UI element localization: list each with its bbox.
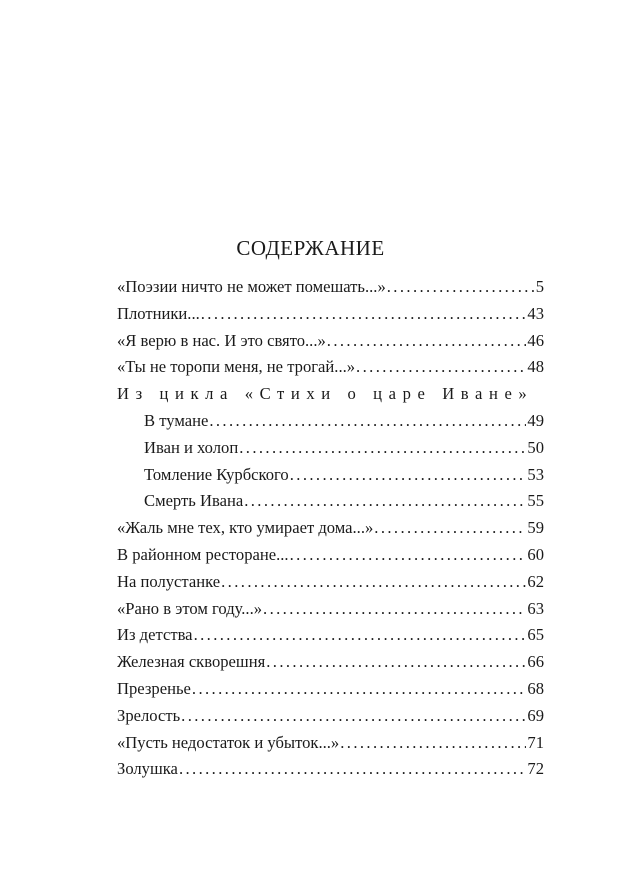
toc-entry-page: 5 <box>535 277 544 296</box>
toc-leader-dots <box>201 304 527 324</box>
toc-leader-dots <box>244 491 526 511</box>
toc-entry-title: «Ты не торопи меня, не трогай...» <box>117 357 356 377</box>
toc-entry-page: 50 <box>527 437 544 457</box>
toc-entry-title: Смерть Ивана <box>144 491 244 511</box>
toc-entry-page: 48 <box>527 357 544 377</box>
toc-leader-dots <box>209 411 526 431</box>
toc-entry[interactable] <box>117 518 544 545</box>
toc-leader-dots <box>181 706 526 726</box>
toc-entry[interactable] <box>117 491 544 518</box>
toc-entry-title: Железная скворешня <box>117 652 266 672</box>
toc-entry-title: «Рано в этом году...» <box>117 598 263 618</box>
toc-leader-dots <box>340 733 526 753</box>
toc-section-heading <box>117 384 544 411</box>
toc-entry-title: Из детства <box>117 625 193 645</box>
toc-entry-page: 60 <box>527 544 544 564</box>
toc-leader-dots <box>387 277 535 297</box>
toc-leader-dots <box>239 438 526 458</box>
toc-entry-page: 46 <box>527 330 544 350</box>
toc-leader-dots <box>290 465 527 485</box>
toc-leader-dots <box>374 518 526 538</box>
toc-entry-page: 62 <box>527 571 544 591</box>
toc-entry-page: 49 <box>527 410 544 430</box>
toc-entry-page: 69 <box>527 705 544 725</box>
toc-entry[interactable] <box>117 706 544 733</box>
toc-entry-page: 65 <box>527 625 544 645</box>
toc-leader-dots <box>266 652 526 672</box>
toc-entry[interactable] <box>117 759 544 786</box>
toc-entry-title: На полустанке <box>117 571 221 591</box>
toc-entry[interactable] <box>117 599 544 626</box>
table-of-contents <box>117 277 544 786</box>
toc-entry-title: В тумане <box>144 410 209 430</box>
page-title: СОДЕРЖАНИЕ <box>236 236 385 260</box>
toc-leader-dots <box>179 759 526 779</box>
toc-leader-dots <box>221 572 526 592</box>
toc-entry[interactable] <box>117 679 544 706</box>
toc-leader-dots <box>192 679 527 699</box>
toc-entry-title: Томление Курбского <box>144 464 289 484</box>
toc-entry-page: 72 <box>527 759 544 779</box>
toc-entry-page: 63 <box>527 598 544 618</box>
toc-leader-dots <box>290 545 527 565</box>
toc-entry-page: 43 <box>527 303 544 323</box>
toc-section-title: Из цикла «Стихи о царе Иване» <box>117 384 534 404</box>
toc-entry[interactable] <box>117 625 544 652</box>
toc-entry[interactable] <box>117 438 544 465</box>
toc-entry-page: 71 <box>527 732 544 752</box>
toc-entry[interactable] <box>117 572 544 599</box>
toc-leader-dots <box>327 331 527 351</box>
toc-leader-dots <box>356 357 526 377</box>
toc-entry[interactable] <box>117 652 544 679</box>
toc-entry-title: В районном ресторане... <box>117 544 289 564</box>
toc-entry-title: «Жаль мне тех, кто умирает дома...» <box>117 518 374 538</box>
toc-entry-title: «Пусть недостаток и убыток...» <box>117 732 340 752</box>
toc-entry-title: «Поэзии ничто не может помешать...» <box>117 277 386 296</box>
toc-entry-page: 53 <box>527 464 544 484</box>
toc-entry-title: Плотники... <box>117 303 200 323</box>
toc-leader-dots <box>263 599 526 619</box>
toc-entry-title: Зрелость <box>117 705 181 725</box>
toc-entry[interactable] <box>117 465 544 492</box>
toc-entry-page: 55 <box>527 491 544 511</box>
toc-entry[interactable] <box>117 331 544 358</box>
toc-entry[interactable] <box>117 733 544 760</box>
toc-entry[interactable] <box>117 411 544 438</box>
toc-entry-title: Иван и холоп <box>144 437 239 457</box>
toc-entry-title: «Я верю в нас. И это свято...» <box>117 330 326 350</box>
toc-entry-title: Презренье <box>117 678 191 698</box>
toc-entry-title: Золушка <box>117 759 178 779</box>
toc-entry[interactable] <box>117 357 544 384</box>
toc-entry[interactable] <box>117 545 544 572</box>
toc-entry-page: 66 <box>527 652 544 672</box>
toc-entry[interactable] <box>117 304 544 331</box>
toc-entry[interactable] <box>117 277 544 304</box>
toc-entry-page: 59 <box>527 518 544 538</box>
toc-leader-dots <box>194 625 527 645</box>
toc-entry-page: 68 <box>527 678 544 698</box>
